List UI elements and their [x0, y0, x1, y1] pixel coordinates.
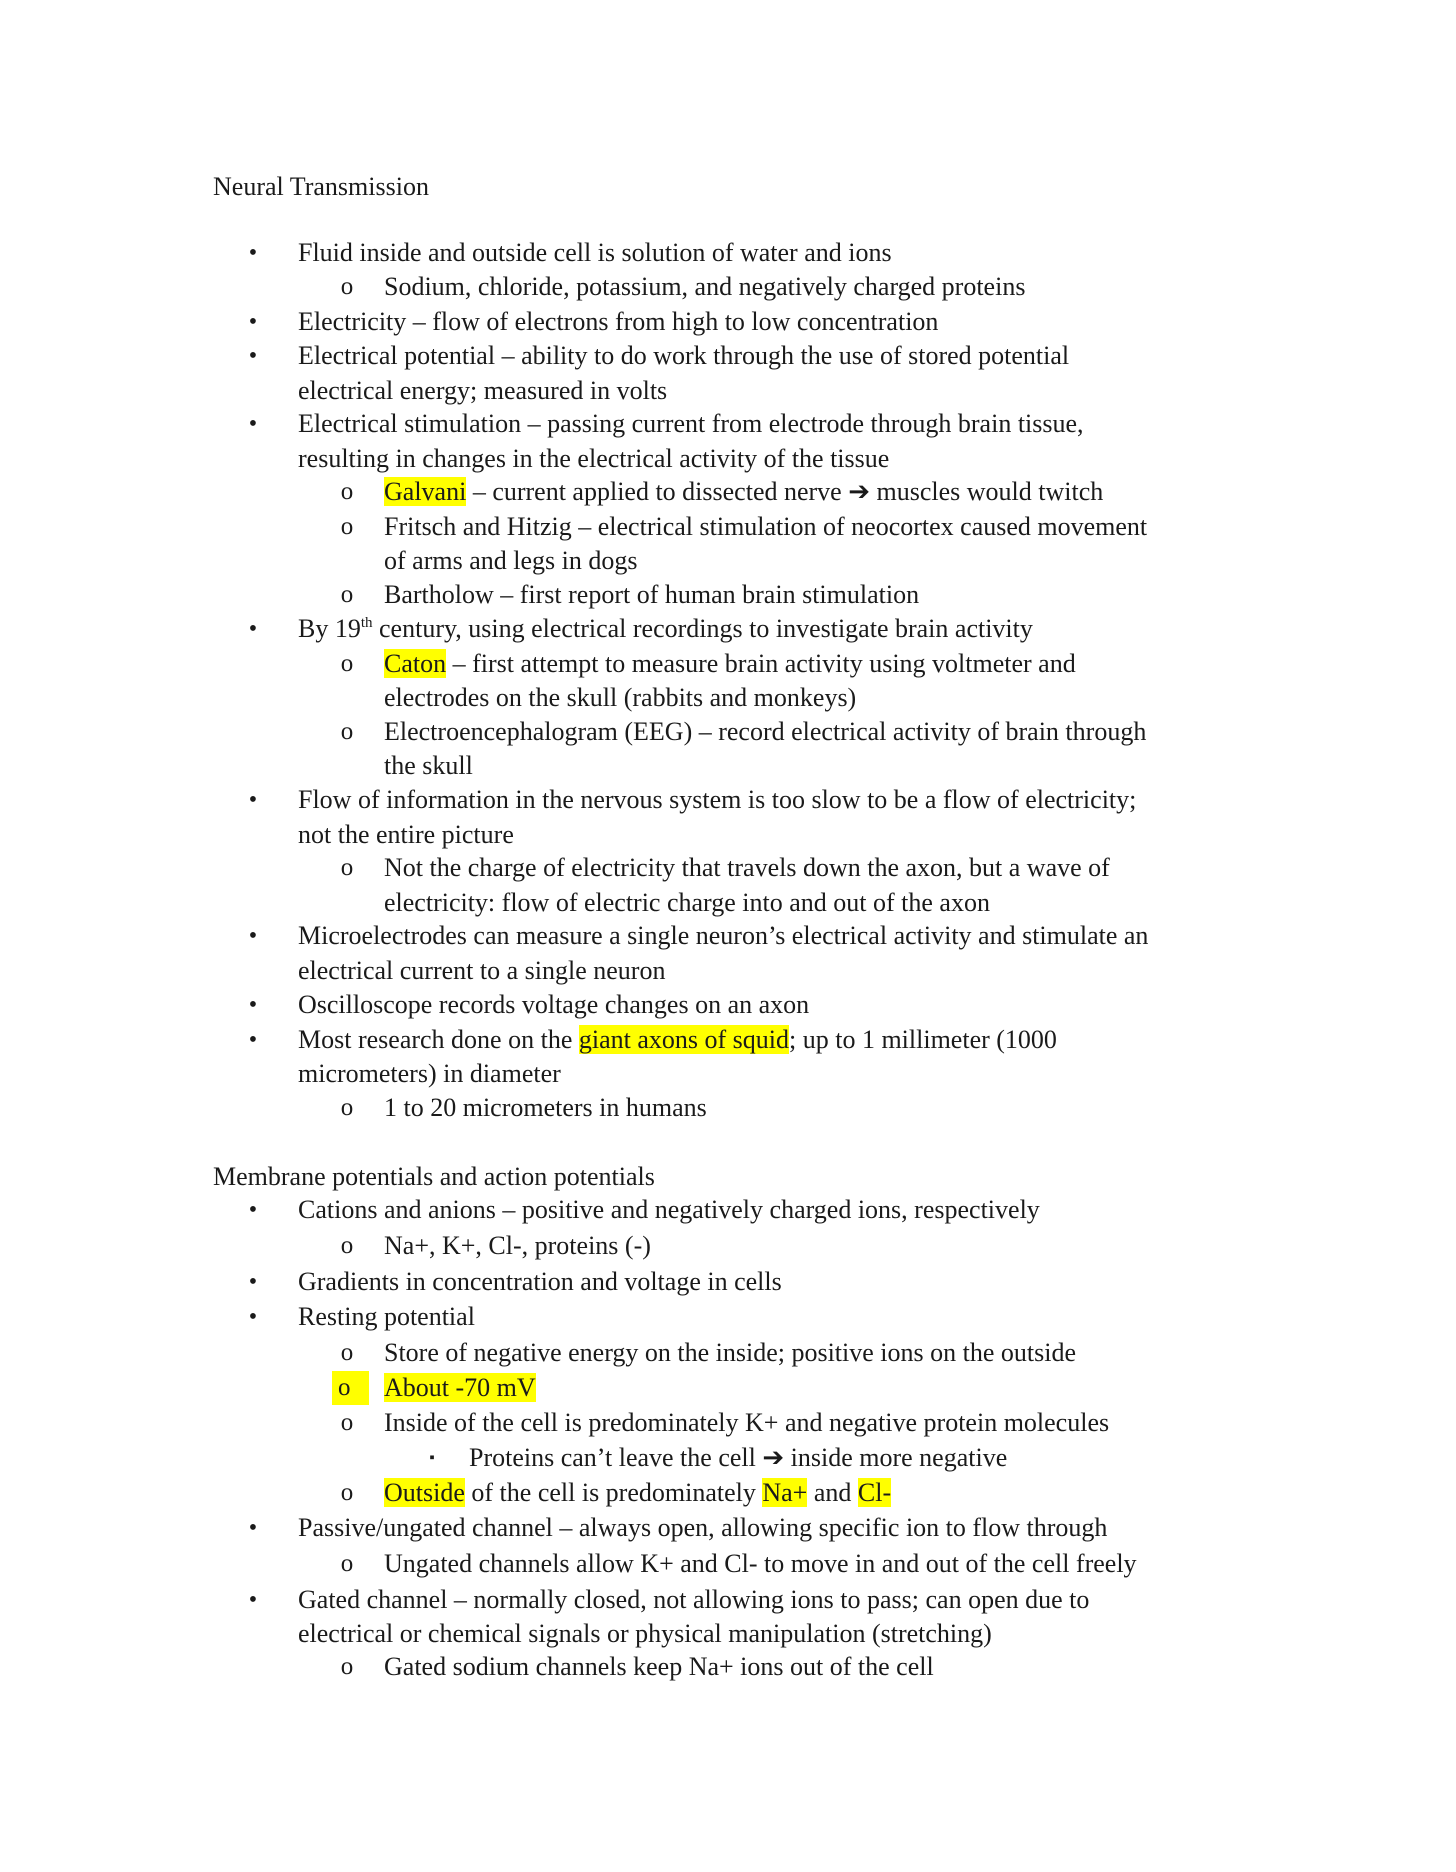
item-text: century, using electrical recordings to investigate brain activity	[372, 614, 1033, 643]
item-text: Microelectrodes can measure a single neuron’s electrical activity and stimulate an	[298, 921, 1149, 950]
bullet-continuation	[298, 818, 514, 852]
bullet-item	[248, 612, 1033, 646]
sub-bullet-item	[340, 1336, 1077, 1370]
bullet-item	[248, 1193, 1040, 1227]
bullet-item	[248, 1300, 475, 1334]
bullet-marker: •	[248, 1027, 258, 1053]
item-text: By 19	[298, 614, 361, 643]
item-text: of the cell is predominately	[464, 1478, 763, 1507]
item-text: Gated channel – normally closed, not allowing ions to pass; can open due to	[298, 1585, 1090, 1614]
sub-bullet-continuation	[384, 681, 856, 715]
bullet-continuation	[298, 374, 667, 408]
bullet-marker: •	[248, 1515, 258, 1541]
bullet-marker: •	[248, 616, 258, 642]
section-heading: Membrane potentials and action potentials	[213, 1162, 655, 1191]
sub-bullet-marker: o	[340, 1479, 354, 1506]
sub-bullet-continuation	[384, 544, 637, 578]
sub-bullet-marker: o	[340, 718, 354, 745]
bullet-item	[248, 1583, 1090, 1617]
bullet-continuation	[298, 1057, 561, 1091]
sub-bullet-marker: o	[340, 1409, 354, 1436]
bullet-marker: •	[248, 1269, 258, 1295]
sub-bullet-item	[340, 475, 1104, 509]
item-text: Gated sodium channels keep Na+ ions out of the cell	[384, 1652, 934, 1681]
item-text: electrical or chemical signals or physical manipulation (stretching)	[298, 1619, 992, 1648]
sub-bullet-marker: o	[340, 650, 354, 677]
section-heading: Neural Transmission	[213, 172, 429, 201]
sub-bullet-item	[340, 270, 1026, 304]
item-text: Ungated channels allow K+ and Cl- to move in and out of the cell freely	[384, 1549, 1137, 1578]
sub-bullet-marker: o	[340, 1094, 354, 1121]
sub-bullet-item-highlighted	[338, 1371, 536, 1405]
item-text: Inside of the cell is predominately K+ and negative protein molecules	[384, 1408, 1110, 1437]
item-text: ; up to 1 millimeter (1000	[789, 1025, 1057, 1054]
item-text: Store of negative energy on the inside; positive ions on the outside	[384, 1338, 1077, 1367]
sub-bullet-item	[340, 578, 920, 612]
square-bullet-item	[429, 1441, 1008, 1475]
item-text: Gradients in concentration and voltage in cells	[298, 1267, 782, 1296]
bullet-marker: •	[248, 343, 258, 369]
bullet-marker: •	[248, 1587, 258, 1613]
item-text: Oscilloscope records voltage changes on an axon	[298, 990, 810, 1019]
item-text: 1 to 20 micrometers in humans	[384, 1093, 707, 1122]
bullet-marker: •	[248, 787, 258, 813]
item-text: of arms and legs in dogs	[384, 546, 638, 575]
item-text: Sodium, chloride, potassium, and negatively charged proteins	[384, 272, 1026, 301]
sub-bullet-marker: o	[332, 1371, 369, 1405]
bullet-continuation	[298, 954, 665, 988]
bullet-item	[248, 305, 939, 339]
bullet-continuation	[298, 442, 889, 476]
item-text: Electroencephalogram (EEG) – record electrical activity of brain through	[384, 717, 1147, 746]
sub-bullet-marker: o	[340, 1550, 354, 1577]
bullet-marker: •	[248, 411, 258, 437]
sub-bullet-marker: o	[340, 1232, 354, 1259]
bullet-item	[248, 407, 1084, 441]
item-text: and	[807, 1478, 858, 1507]
item-text: the skull	[384, 751, 473, 780]
bullet-marker: •	[248, 1197, 258, 1223]
highlighted-text: Outside	[384, 1478, 465, 1507]
highlighted-text: giant axons of squid	[578, 1025, 790, 1054]
bullet-marker: •	[248, 240, 258, 266]
item-text: Not the charge of electricity that travels down the axon, but a wave of	[384, 853, 1110, 882]
item-text: Fluid inside and outside cell is solution of water and ions	[298, 238, 892, 267]
sub-bullet-item	[340, 1650, 934, 1684]
highlighted-text: Cl-	[857, 1478, 892, 1507]
item-text: resulting in changes in the electrical activity of the tissue	[298, 444, 890, 473]
item-text: Na+, K+, Cl-, proteins (-)	[384, 1231, 651, 1260]
sub-bullet-marker: o	[340, 854, 354, 881]
item-text: not the entire picture	[298, 820, 514, 849]
bullet-marker: •	[248, 992, 258, 1018]
item-text: Electricity – flow of electrons from high to low concentration	[298, 307, 939, 336]
sub-bullet-item	[340, 1547, 1137, 1581]
highlighted-text: Galvani	[384, 477, 467, 506]
bullet-item	[248, 1265, 782, 1299]
sub-bullet-item	[340, 715, 1147, 749]
bullet-marker: •	[248, 923, 258, 949]
highlighted-text: Caton	[384, 649, 447, 678]
item-text: – current applied to dissected nerve ➔ muscles would twitch	[466, 477, 1104, 506]
bullet-item	[248, 1511, 1108, 1545]
sub-bullet-marker: o	[340, 273, 354, 300]
sub-bullet-marker: o	[340, 1339, 354, 1366]
item-text: Most research done on the	[298, 1025, 579, 1054]
item-text: electricity: flow of electric charge into and out of the axon	[384, 888, 990, 917]
sub-bullet-item	[340, 510, 1148, 544]
item-text: electrical energy; measured in volts	[298, 376, 668, 405]
item-text: Electrical potential – ability to do work through the use of stored potential	[298, 341, 1070, 370]
highlighted-text: About -70 mV	[384, 1373, 536, 1402]
item-text: Electrical stimulation – passing current from electrode through brain tissue,	[298, 409, 1084, 438]
superscript: th	[360, 615, 373, 631]
sub-bullet-item	[340, 647, 1076, 681]
item-text: electrodes on the skull (rabbits and monkeys)	[384, 683, 857, 712]
sub-bullet-item	[340, 1406, 1110, 1440]
bullet-item	[248, 236, 892, 270]
bullet-marker: •	[248, 309, 258, 335]
bullet-item	[248, 988, 810, 1022]
item-text: Resting potential	[298, 1302, 475, 1331]
square-bullet-marker: ▪	[429, 1450, 435, 1466]
bullet-item	[248, 339, 1070, 373]
sub-bullet-marker: o	[340, 581, 354, 608]
item-text: – first attempt to measure brain activity using voltmeter and	[446, 649, 1076, 678]
item-text: Flow of information in the nervous system is too slow to be a flow of electricity;	[298, 785, 1137, 814]
highlighted-text: Na+	[762, 1478, 808, 1507]
item-text: Bartholow – first report of human brain stimulation	[384, 580, 920, 609]
item-text: Fritsch and Hitzig – electrical stimulation of neocortex caused movement	[384, 512, 1148, 541]
bullet-item	[248, 1023, 1057, 1057]
sub-bullet-continuation	[384, 886, 990, 920]
item-text: micrometers) in diameter	[298, 1059, 561, 1088]
bullet-item	[248, 919, 1149, 953]
item-text: Proteins can’t leave the cell ➔ inside more negative	[469, 1443, 1008, 1472]
item-text: Cations and anions – positive and negatively charged ions, respectively	[298, 1195, 1040, 1224]
bullet-continuation	[298, 1617, 992, 1651]
bullet-item	[248, 783, 1137, 817]
sub-bullet-marker: o	[340, 478, 354, 505]
sub-bullet-item	[340, 1229, 651, 1263]
sub-bullet-marker: o	[340, 1653, 354, 1680]
bullet-marker: •	[248, 1304, 258, 1330]
sub-bullet-marker: o	[340, 513, 354, 540]
sub-bullet-item	[340, 1476, 892, 1510]
item-text: electrical current to a single neuron	[298, 956, 666, 985]
item-text: Passive/ungated channel – always open, allowing specific ion to flow through	[298, 1513, 1108, 1542]
sub-bullet-item	[340, 851, 1110, 885]
sub-bullet-continuation	[384, 749, 473, 783]
sub-bullet-item	[340, 1091, 707, 1125]
